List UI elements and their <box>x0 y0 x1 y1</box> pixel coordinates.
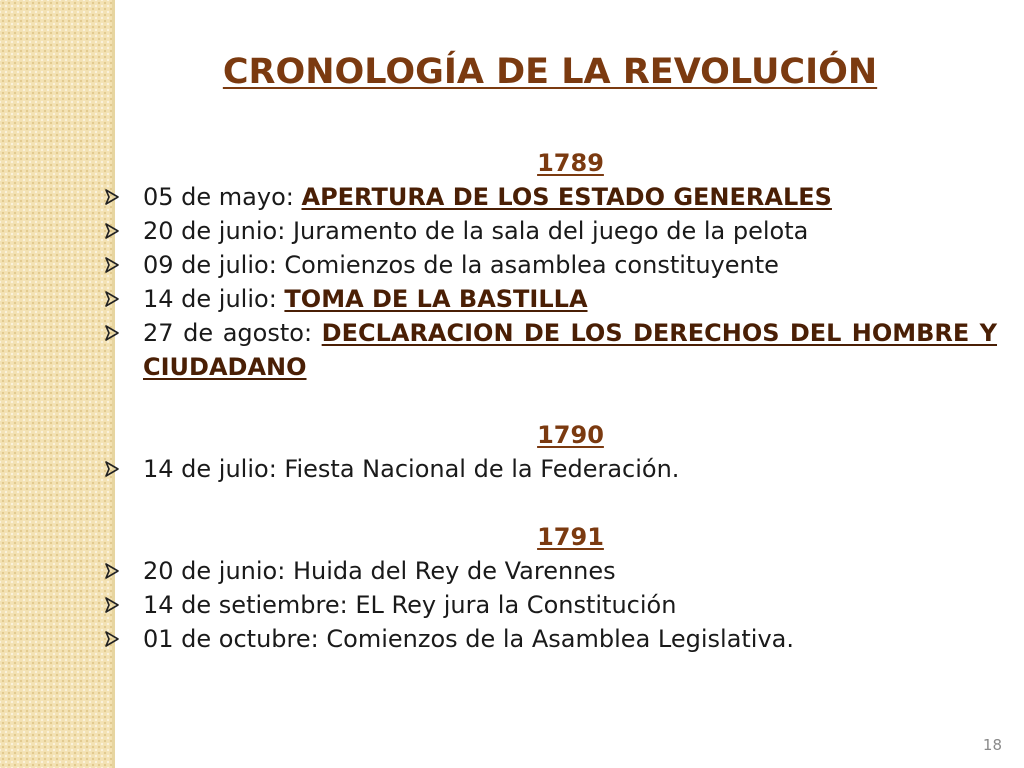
decorative-side-band <box>0 0 112 768</box>
item-event: Huida del Rey de Varennes <box>292 557 616 585</box>
item-event: EL Rey jura la Constitución <box>355 591 677 619</box>
timeline-item <box>104 214 997 248</box>
year-heading-1789: 1789 <box>537 149 604 177</box>
timeline-item <box>104 452 997 486</box>
item-date: 01 de octubre: <box>143 625 319 653</box>
arrow-bullet-icon <box>104 257 120 273</box>
arrow-bullet-icon <box>104 223 120 239</box>
item-date: 05 de mayo: <box>143 183 294 211</box>
arrow-bullet-icon <box>104 291 120 307</box>
item-date: 14 de julio: <box>143 455 277 483</box>
item-event: Comienzos de la asamblea constituyente <box>284 251 779 279</box>
slide-number: 18 <box>982 736 1002 754</box>
timeline-item <box>104 316 997 384</box>
item-event: Fiesta Nacional de la Federación. <box>284 455 680 483</box>
year-heading-1790: 1790 <box>537 421 604 449</box>
timeline-item <box>104 248 997 282</box>
timeline-item <box>104 588 997 622</box>
item-date: 09 de julio: <box>143 251 277 279</box>
timeline-item <box>104 554 997 588</box>
item-date: 20 de junio: <box>143 557 286 585</box>
item-date: 14 de setiembre: <box>143 591 348 619</box>
item-date: 27 de agosto: <box>143 319 313 347</box>
year-heading-1791: 1791 <box>537 523 604 551</box>
item-date: 14 de julio: <box>143 285 277 313</box>
timeline-item <box>104 622 997 656</box>
slide-title: CRONOLOGÍA DE LA REVOLUCIÓN <box>222 52 878 92</box>
section-gap <box>104 486 997 520</box>
arrow-bullet-icon <box>104 563 120 579</box>
item-event: APERTURA DE LOS ESTADO GENERALES <box>301 183 832 211</box>
arrow-bullet-icon <box>104 189 120 205</box>
item-date: 20 de junio: <box>143 217 286 245</box>
arrow-bullet-icon <box>104 597 120 613</box>
item-event: TOMA DE LA BASTILLA <box>284 285 588 313</box>
timeline-content <box>104 146 997 656</box>
section-gap <box>104 384 997 418</box>
arrow-bullet-icon <box>104 325 120 341</box>
item-event: Comienzos de la Asamblea Legislativa. <box>326 625 795 653</box>
arrow-bullet-icon <box>104 461 120 477</box>
arrow-bullet-icon <box>104 631 120 647</box>
item-event: Juramento de la sala del juego de la pelota <box>292 217 809 245</box>
timeline-item <box>104 282 997 316</box>
timeline-item <box>104 180 997 214</box>
item-event: DECLARACION DE LOS DERECHOS DEL HOMBRE Y CIUDADANO <box>143 319 998 381</box>
